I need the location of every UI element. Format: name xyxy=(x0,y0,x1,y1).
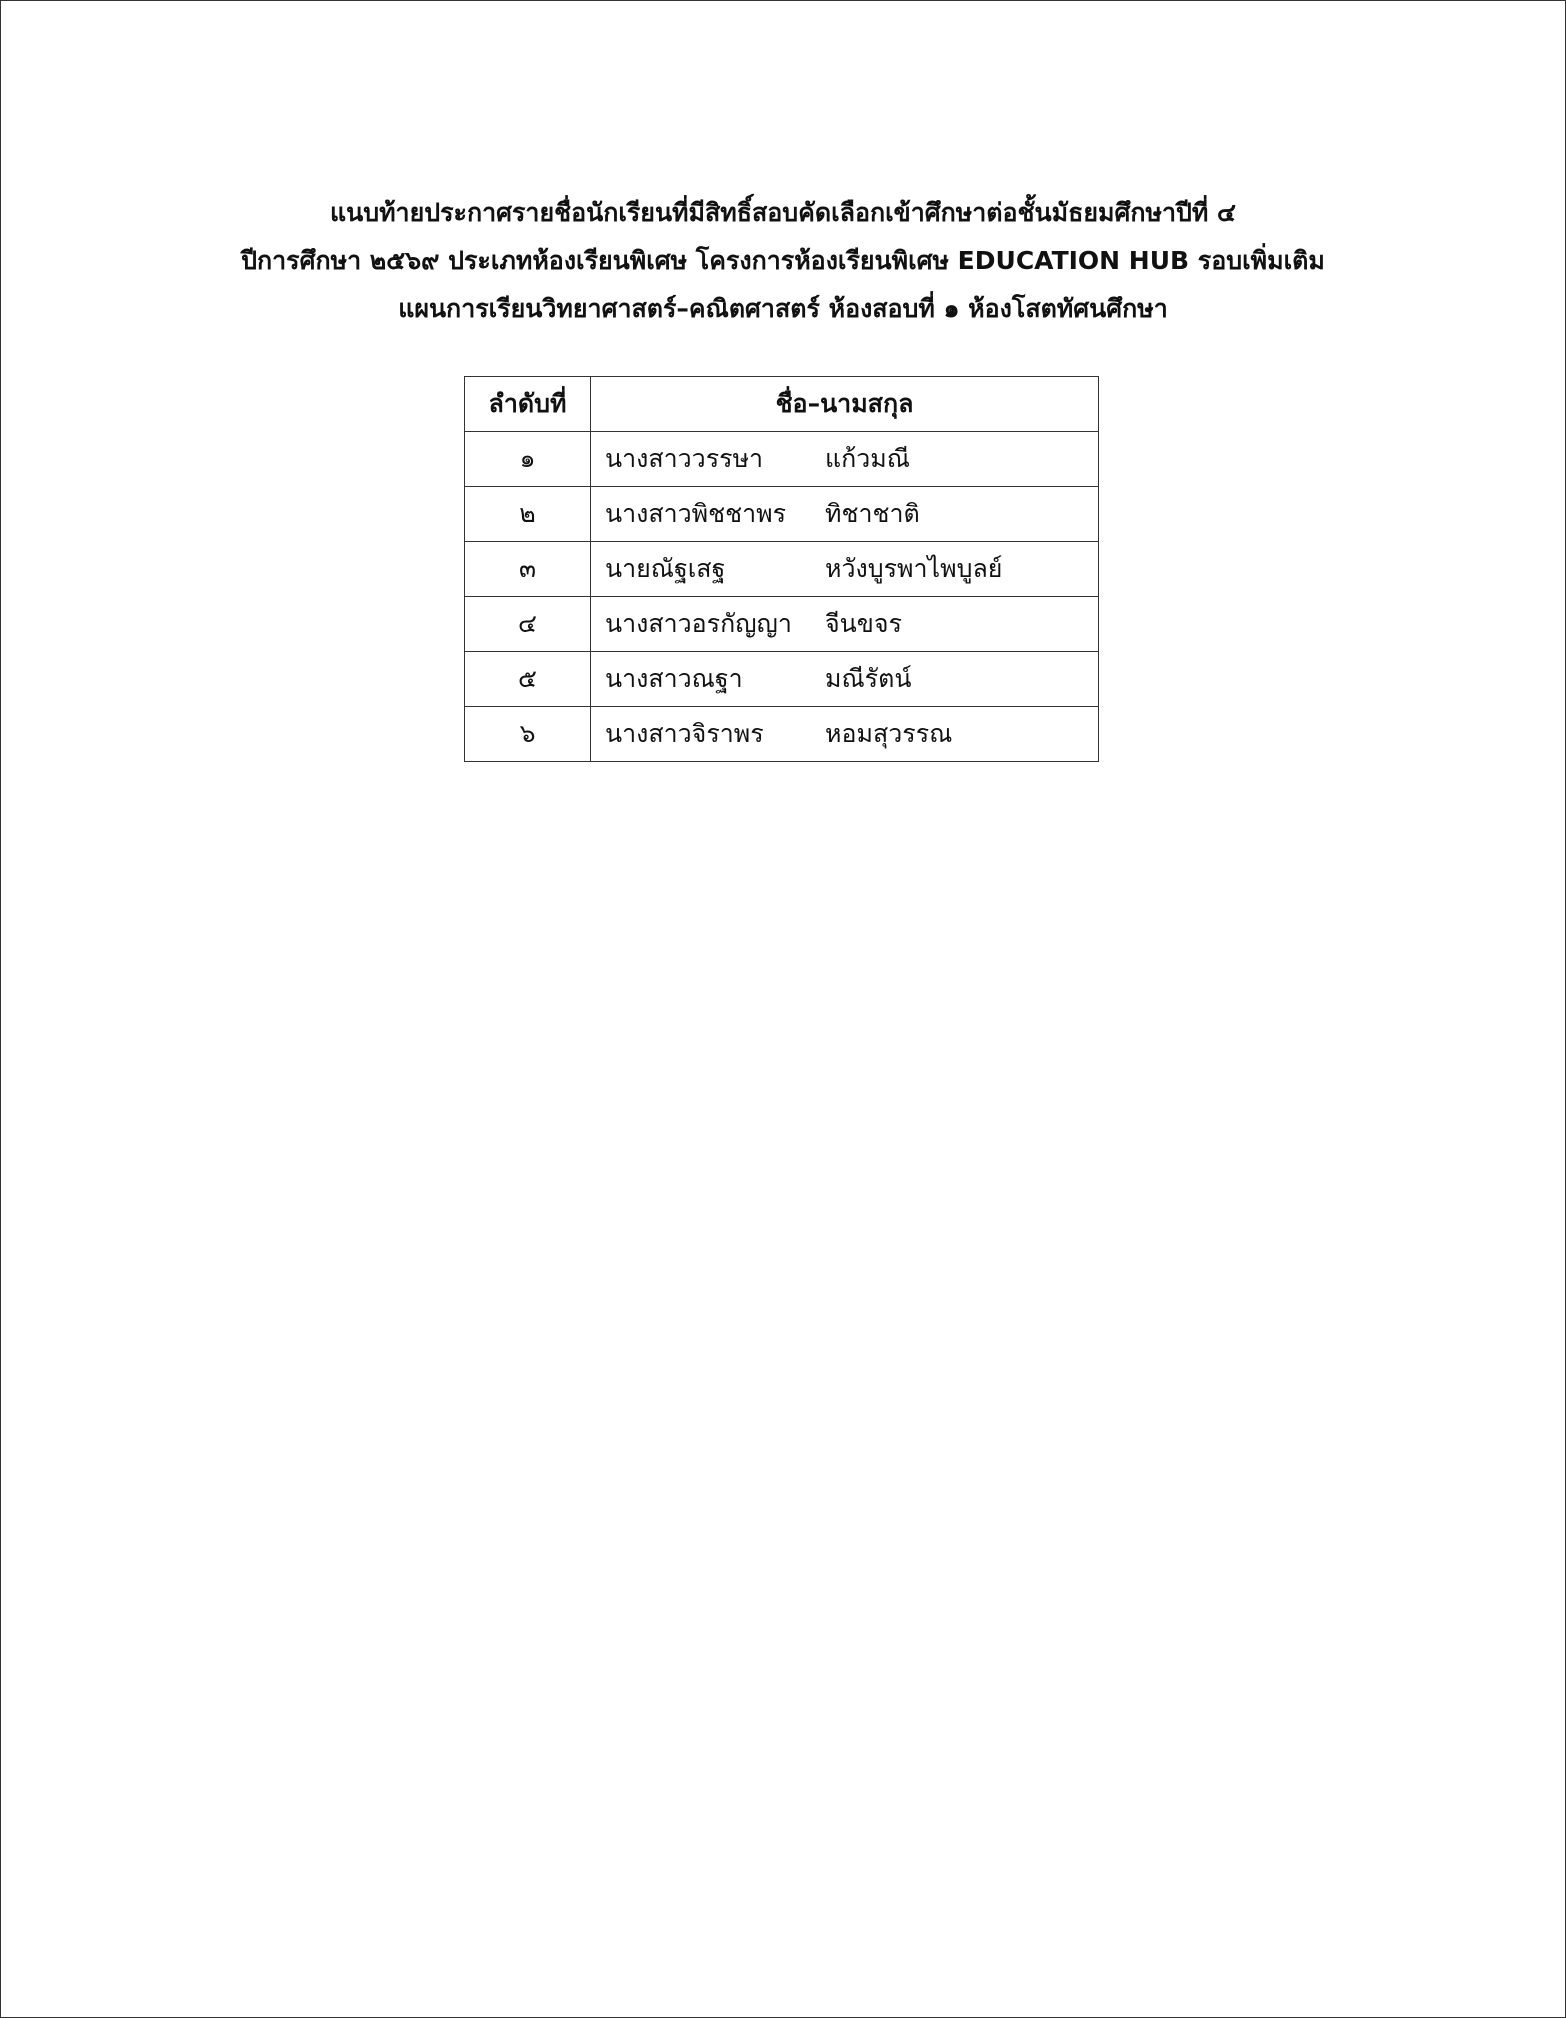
student-name-cell xyxy=(591,432,1099,487)
student-last-name: จีนขจร xyxy=(825,609,902,638)
student-first-name: นางสาวพิชชาพร xyxy=(605,499,787,528)
row-number: ๓ xyxy=(465,542,591,597)
table-row xyxy=(465,597,1099,652)
student-first-name: นางสาววรรษา xyxy=(605,444,764,473)
student-last-name: แก้วมณี xyxy=(825,444,910,473)
student-first-name: นายณัฐเสฐ xyxy=(605,554,726,583)
table-row xyxy=(465,542,1099,597)
student-name-cell xyxy=(591,597,1099,652)
student-first-name: นางสาวอรกัญญา xyxy=(605,609,792,638)
column-header-name: ชื่อ–นามสกุล xyxy=(591,377,1099,432)
student-last-name: หวังบูรพาไพบูลย์ xyxy=(825,554,1003,583)
table-header-row xyxy=(465,377,1099,432)
table-row xyxy=(465,707,1099,762)
student-name-cell xyxy=(591,707,1099,762)
student-first-name: นางสาวจิราพร xyxy=(605,719,764,748)
student-roster-table xyxy=(464,376,1099,762)
heading-line-2: ปีการศึกษา ๒๕๖๙ ประเภทห้องเรียนพิเศษ โครงการห้องเรียนพิเศษ EDUCATION HUB รอบเพิ่มเติม xyxy=(241,246,1325,275)
student-last-name: ทิชาชาติ xyxy=(825,499,920,528)
row-number: ๖ xyxy=(465,707,591,762)
student-last-name: มณีรัตน์ xyxy=(825,664,912,693)
row-number: ๒ xyxy=(465,487,591,542)
row-number: ๑ xyxy=(465,432,591,487)
table-row xyxy=(465,652,1099,707)
row-number: ๕ xyxy=(465,652,591,707)
student-name-cell xyxy=(591,652,1099,707)
heading-line-1: แนบท้ายประกาศรายชื่อนักเรียนที่มีสิทธิ์สอบคัดเลือกเข้าศึกษาต่อชั้นมัธยมศึกษาปีที่ ๔ xyxy=(330,198,1236,227)
row-number: ๔ xyxy=(465,597,591,652)
table-row xyxy=(465,432,1099,487)
announcement-heading xyxy=(1,189,1565,333)
student-name-cell xyxy=(591,487,1099,542)
heading-line-3: แผนการเรียนวิทยาศาสตร์–คณิตศาสตร์ ห้องสอบที่ ๑ ห้องโสตทัศนศึกษา xyxy=(398,294,1168,323)
student-last-name: หอมสุวรรณ xyxy=(825,719,953,748)
student-first-name: นางสาวณฐา xyxy=(605,664,743,693)
table-row xyxy=(465,487,1099,542)
column-header-number: ลำดับที่ xyxy=(465,377,591,432)
student-name-cell xyxy=(591,542,1099,597)
